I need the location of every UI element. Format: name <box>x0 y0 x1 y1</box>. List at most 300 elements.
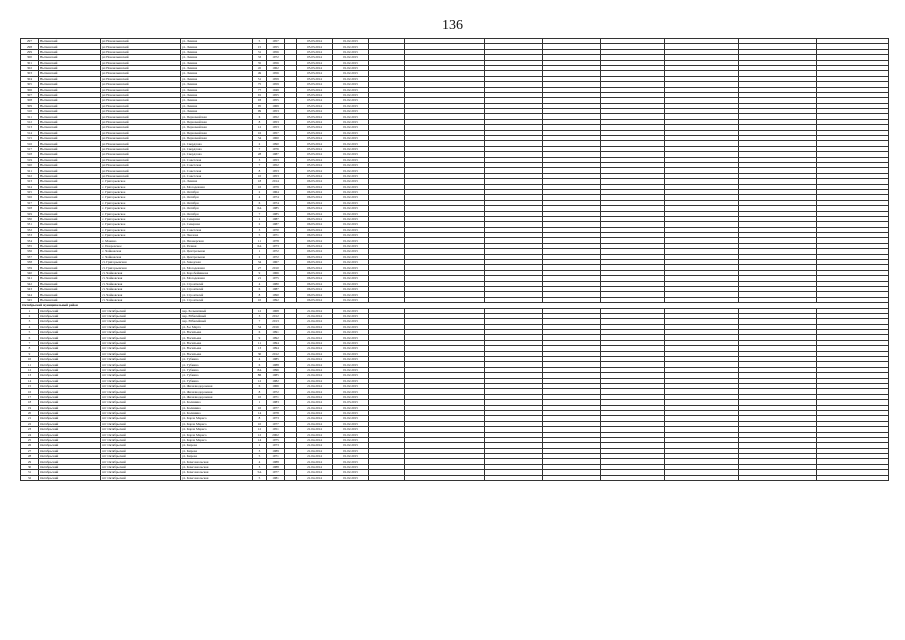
cell-date1: 21.04.2014 <box>297 373 333 378</box>
cell-date1: 21.04.2014 <box>297 362 333 367</box>
cell-c3 <box>543 475 601 480</box>
cell-locality: с. Мокино <box>101 238 181 243</box>
cell-street: ул. Кирова <box>181 454 253 459</box>
cell-locality: пгт Октябрьский <box>101 330 181 335</box>
cell-house: 4 <box>253 357 267 362</box>
cell-date1: 06.03.2014 <box>297 281 333 286</box>
cell-house: 10 <box>253 421 267 426</box>
cell-locality: с. Чайковская <box>101 254 181 259</box>
cell-date2: 01.02.2015 <box>333 65 369 70</box>
cell-district: Нытвенский <box>39 82 101 87</box>
cell-year: 1955 <box>267 98 285 103</box>
cell-district: Октябрьский <box>39 448 101 453</box>
cell-year: 1973 <box>267 416 285 421</box>
cell-street: ул. Губкина <box>181 367 253 372</box>
cell-street: пер. Юбилейный <box>181 313 253 318</box>
cell-house: 54 <box>253 136 267 141</box>
cell-date2: 01.02.2015 <box>333 200 369 205</box>
cell-year: 2014 <box>267 179 285 184</box>
cell-date2: 01.02.2015 <box>333 254 369 259</box>
cell-date2: 01.02.2015 <box>333 357 369 362</box>
cell-district: Нытвенский <box>39 103 101 108</box>
cell-locality: ст. Чайковская <box>101 297 181 302</box>
cell-district: Октябрьский <box>39 308 101 313</box>
cell-street: ул. Кирова <box>181 443 253 448</box>
cell-street: ул. Карла Маркса <box>181 432 253 437</box>
cell-house: 8 <box>253 292 267 297</box>
cell-year: 1955 <box>267 92 285 97</box>
cell-street: ул. Калинина <box>181 410 253 415</box>
cell-year: 1953 <box>267 109 285 114</box>
cell-district: Нытвенский <box>39 71 101 76</box>
cell-date1: 21.04.2014 <box>297 351 333 356</box>
table-row <box>21 475 889 480</box>
cell-house: 5 <box>253 233 267 238</box>
cell-date2: 01.02.2015 <box>333 340 369 345</box>
cell-locality: рп Новоильинский <box>101 82 181 87</box>
cell-street: ул. Северная <box>181 222 253 227</box>
cell-house: 7 <box>253 146 267 151</box>
cell-date2: 01.02.2015 <box>333 286 369 291</box>
cell-district: Нытвенский <box>39 55 101 60</box>
cell-date1: 05.03.2014 <box>297 119 333 124</box>
cell-num: 25 <box>21 437 39 442</box>
cell-locality: рп Новоильинский <box>101 39 181 44</box>
cell-district: Нытвенский <box>39 260 101 265</box>
cell-num: 333 <box>21 233 39 238</box>
cell-street: ул. Ленина <box>181 92 253 97</box>
cell-num: 328 <box>21 206 39 211</box>
cell-locality: ст. Григорьевская <box>101 265 181 270</box>
cell-date1: 05.03.2014 <box>297 114 333 119</box>
cell-locality: рп Новоильинский <box>101 76 181 81</box>
cell-street: ул. Карла Маркса <box>181 421 253 426</box>
cell-date2: 01.02.2015 <box>333 60 369 65</box>
cell-num: 17 <box>21 394 39 399</box>
cell-street: ул. Октября <box>181 206 253 211</box>
cell-street: ул. Свердлова <box>181 141 253 146</box>
cell-locality: пгт Октябрьский <box>101 319 181 324</box>
cell-locality: рп Новоильинский <box>101 136 181 141</box>
cell-date2: 01.02.2015 <box>333 281 369 286</box>
cell-locality: пгт Октябрьский <box>101 373 181 378</box>
cell-date1: 05.03.2014 <box>297 65 333 70</box>
cell-num: 314 <box>21 130 39 135</box>
cell-num: 29 <box>21 459 39 464</box>
cell-street: ул. Октября <box>181 189 253 194</box>
cell-house: 14 <box>253 437 267 442</box>
cell-num: 315 <box>21 136 39 141</box>
cell-locality: с. Григорьевское <box>101 233 181 238</box>
cell-date1: 06.03.2014 <box>297 254 333 259</box>
cell-date1: 05.03.2014 <box>297 82 333 87</box>
cell-num: 301 <box>21 60 39 65</box>
cell-year: 2013 <box>267 319 285 324</box>
cell-year: 1956 <box>267 60 285 65</box>
cell-locality: рп Новоильинский <box>101 157 181 162</box>
cell-street: ул. Свердлова <box>181 146 253 151</box>
cell-street: ул. Васильева <box>181 340 253 345</box>
cell-house: 6 <box>253 330 267 335</box>
cell-date1: 05.03.2014 <box>297 103 333 108</box>
cell-house: 2 <box>253 141 267 146</box>
cell-house: 14 <box>253 410 267 415</box>
cell-date2: 01.02.2015 <box>333 378 369 383</box>
cell-house: 1 <box>253 400 267 405</box>
cell-date2: 01.02.2015 <box>333 189 369 194</box>
cell-district: Октябрьский <box>39 432 101 437</box>
cell-house: 49 <box>253 71 267 76</box>
cell-locality: рп Новоильинский <box>101 162 181 167</box>
cell-num: 5 <box>21 330 39 335</box>
cell-num: 317 <box>21 146 39 151</box>
cell-year: 1962 <box>267 65 285 70</box>
cell-street: ул. Коробейникова <box>181 270 253 275</box>
cell-num: 11 <box>21 362 39 367</box>
cell-date1: 21.04.2014 <box>297 437 333 442</box>
cell-date1: 06.03.2014 <box>297 265 333 270</box>
cell-district: Октябрьский <box>39 357 101 362</box>
cell-num: 4 <box>21 324 39 329</box>
cell-house: 10 <box>253 173 267 178</box>
cell-date1: 06.03.2014 <box>297 216 333 221</box>
cell-district: Нытвенский <box>39 265 101 270</box>
cell-date2: 01.02.2015 <box>333 405 369 410</box>
cell-num: 31 <box>21 470 39 475</box>
cell-num: 26 <box>21 443 39 448</box>
cell-street: ул. Железнодорожная <box>181 394 253 399</box>
cell-date1: 06.03.2014 <box>297 292 333 297</box>
cell-house: 6А <box>253 243 267 248</box>
cell-year: 1988 <box>267 362 285 367</box>
cell-date1: 21.04.2014 <box>297 443 333 448</box>
cell-date1: 05.03.2014 <box>297 49 333 54</box>
cell-num: 302 <box>21 65 39 70</box>
cell-year: 1994 <box>267 346 285 351</box>
cell-date2: 01.02.2015 <box>333 49 369 54</box>
cell-house: 6 <box>253 114 267 119</box>
cell-district: Нытвенский <box>39 254 101 259</box>
cell-year: 1987 <box>267 216 285 221</box>
cell-date1: 21.04.2014 <box>297 405 333 410</box>
cell-street: ул. Октября <box>181 195 253 200</box>
cell-year: 1952 <box>267 162 285 167</box>
cell-date1: 06.03.2014 <box>297 227 333 232</box>
cell-date2: 01.02.2015 <box>333 362 369 367</box>
cell-date2: 01.02.2015 <box>333 179 369 184</box>
cell-house: 10 <box>253 297 267 302</box>
cell-date1: 21.04.2014 <box>297 367 333 372</box>
cell-district: Нытвенский <box>39 233 101 238</box>
cell-street: пер. Юбилейный <box>181 319 253 324</box>
cell-date2: 01.02.2015 <box>333 136 369 141</box>
cell-date1: 06.03.2014 <box>297 211 333 216</box>
cell-house: 27 <box>253 265 267 270</box>
cell-year: 1964 <box>267 189 285 194</box>
cell-house: 99 <box>253 109 267 114</box>
cell-house: 7 <box>253 211 267 216</box>
cell-street: ул. Ленина <box>181 65 253 70</box>
cell-num: 12 <box>21 367 39 372</box>
cell-date2: 01.02.2015 <box>333 384 369 389</box>
cell-locality: с. Григорьевское <box>101 206 181 211</box>
cell-locality: пгт Октябрьский <box>101 437 181 442</box>
cell-district: Октябрьский <box>39 475 101 480</box>
cell-num: 30 <box>21 464 39 469</box>
cell-date2: 01.02.2015 <box>333 292 369 297</box>
cell-district: Нытвенский <box>39 200 101 205</box>
cell-district: Нытвенский <box>39 227 101 232</box>
cell-street: ул. Ленина <box>181 39 253 44</box>
cell-date1: 21.04.2014 <box>297 330 333 335</box>
cell-street: ул. Калинина <box>181 405 253 410</box>
cell-district: Нытвенский <box>39 125 101 130</box>
cell-district: Нытвенский <box>39 286 101 291</box>
cell-num: 303 <box>21 71 39 76</box>
cell-date1: 05.03.2014 <box>297 87 333 92</box>
cell-locality: рп Новоильинский <box>101 168 181 173</box>
cell-street: пер. Больничный <box>181 308 253 313</box>
cell-date3 <box>369 475 405 480</box>
cell-num: 9 <box>21 351 39 356</box>
housing-register-table <box>20 38 889 481</box>
cell-date2: 01.03.2015 <box>333 400 369 405</box>
cell-street: ул. Карла Маркса <box>181 416 253 421</box>
cell-district: Нытвенский <box>39 292 101 297</box>
cell-date2: 01.02.2015 <box>333 389 369 394</box>
cell-street: ул. Ленина <box>181 82 253 87</box>
cell-locality: пгт Октябрьский <box>101 367 181 372</box>
cell-date2: 01.02.2015 <box>333 39 369 44</box>
cell-year: 1985 <box>267 211 285 216</box>
cell-street: ул. Железнодорожная <box>181 389 253 394</box>
cell-num: 7 <box>21 340 39 345</box>
cell-num: 309 <box>21 103 39 108</box>
cell-house: 21 <box>253 276 267 281</box>
cell-date1: 21.04.2014 <box>297 427 333 432</box>
cell-district: Октябрьский <box>39 437 101 442</box>
cell-district: Нытвенский <box>39 216 101 221</box>
cell-year: 1955 <box>267 44 285 49</box>
cell-date1: 06.03.2014 <box>297 260 333 265</box>
cell-date2: 01.02.2015 <box>333 394 369 399</box>
cell-street: ул. Ленина <box>181 55 253 60</box>
cell-date1: 05.03.2014 <box>297 136 333 141</box>
cell-locality: пгт Октябрьский <box>101 384 181 389</box>
cell-date2: 01.02.2015 <box>333 168 369 173</box>
cell-year: 1981 <box>267 475 285 480</box>
cell-date2: 01.02.2015 <box>333 238 369 243</box>
cell-date2: 01.02.2015 <box>333 373 369 378</box>
cell-date2: 01.02.2015 <box>333 82 369 87</box>
cell-locality: пгт Октябрьский <box>101 324 181 329</box>
cell-house: 11 <box>253 340 267 345</box>
cell-num: 304 <box>21 76 39 81</box>
cell-house: 8 <box>253 168 267 173</box>
cell-year: 1992 <box>267 297 285 302</box>
cell-date1: 06.03.2014 <box>297 286 333 291</box>
cell-house: 33 <box>253 55 267 60</box>
cell-district: Нытвенский <box>39 211 101 216</box>
cell-locality: пгт Октябрьский <box>101 308 181 313</box>
cell-year: 1980 <box>267 281 285 286</box>
cell-date1: 06.03.2014 <box>297 184 333 189</box>
cell-date2: 01.02.2015 <box>333 416 369 421</box>
cell-house: 5 <box>253 475 267 480</box>
cell-street: ул. Советская <box>181 157 253 162</box>
cell-year: 1975 <box>267 276 285 281</box>
cell-district: Нытвенский <box>39 114 101 119</box>
cell-date1: 21.04.2014 <box>297 335 333 340</box>
cell-date1: 05.03.2014 <box>297 109 333 114</box>
cell-num: 6 <box>21 335 39 340</box>
cell-date1: 21.04.2014 <box>297 475 333 480</box>
cell-district: Октябрьский <box>39 443 101 448</box>
cell-year: 1994 <box>267 340 285 345</box>
cell-num: 345 <box>21 297 39 302</box>
cell-district: Октябрьский <box>39 410 101 415</box>
cell-house: 7 <box>253 319 267 324</box>
cell-street: ул. Чкалова <box>181 233 253 238</box>
cell-house: 10 <box>253 405 267 410</box>
cell-year: 1990 <box>267 292 285 297</box>
cell-street: ул. Ленина <box>181 71 253 76</box>
cell-locality: с. Григорьевское <box>101 189 181 194</box>
cell-locality: пгт Октябрьский <box>101 346 181 351</box>
cell-date1: 06.03.2014 <box>297 297 333 302</box>
cell-year: 1977 <box>267 470 285 475</box>
cell-locality: пгт Октябрьский <box>101 470 181 475</box>
cell-date2: 01.02.2015 <box>333 125 369 130</box>
cell-date1: 05.03.2014 <box>297 130 333 135</box>
cell-district: Нытвенский <box>39 119 101 124</box>
cell-num: 330 <box>21 216 39 221</box>
cell-num: 341 <box>21 276 39 281</box>
cell-house: 93 <box>253 98 267 103</box>
cell-locality: с. Покровское <box>101 243 181 248</box>
cell-date2: 01.02.2015 <box>333 367 369 372</box>
cell-house: 1 <box>253 216 267 221</box>
cell-district: Нытвенский <box>39 136 101 141</box>
cell-house: 12 <box>253 125 267 130</box>
cell-locality: рп Новоильинский <box>101 103 181 108</box>
cell-street: ул. Ленина <box>181 179 253 184</box>
cell-locality: ст. Чайковская <box>101 286 181 291</box>
cell-date1: 21.04.2014 <box>297 470 333 475</box>
cell-street: ул. 8-е Марта <box>181 324 253 329</box>
cell-street: ул. Строителей <box>181 292 253 297</box>
cell-year: 1957 <box>267 39 285 44</box>
cell-date1: 05.03.2014 <box>297 162 333 167</box>
cell-year: 1987 <box>267 222 285 227</box>
cell-district: Октябрьский <box>39 313 101 318</box>
cell-district: Нытвенский <box>39 179 101 184</box>
cell-num: 319 <box>21 157 39 162</box>
cell-num: 343 <box>21 286 39 291</box>
cell-date1: 06.03.2014 <box>297 238 333 243</box>
cell-district: Нытвенский <box>39 130 101 135</box>
cell-house: 9 <box>253 270 267 275</box>
cell-date2: 01.02.2015 <box>333 437 369 442</box>
cell-locality: пгт Октябрьский <box>101 362 181 367</box>
cell-date1: 21.04.2014 <box>297 357 333 362</box>
cell-year: 1973 <box>267 443 285 448</box>
cell-house: 35 <box>253 60 267 65</box>
cell-date2: 01.02.2015 <box>333 324 369 329</box>
cell-year: 1953 <box>267 119 285 124</box>
cell-district: Октябрьский <box>39 416 101 421</box>
cell-year: 1952 <box>267 114 285 119</box>
cell-district: Октябрьский <box>39 394 101 399</box>
cell-house: 3 <box>253 448 267 453</box>
cell-district: Октябрьский <box>39 362 101 367</box>
cell-district: Октябрьский <box>39 464 101 469</box>
cell-district: Октябрьский <box>39 389 101 394</box>
cell-year: 1978 <box>267 410 285 415</box>
cell-floors <box>285 475 297 480</box>
cell-year: 1973 <box>267 243 285 248</box>
cell-year: 1985 <box>267 357 285 362</box>
cell-house: 6 <box>253 286 267 291</box>
cell-street: ул. Кирова <box>181 448 253 453</box>
cell-date2: 01.02.2015 <box>333 141 369 146</box>
cell-num: 322 <box>21 173 39 178</box>
cell-locality: с. Григорьевское <box>101 200 181 205</box>
cell-num: 306 <box>21 87 39 92</box>
cell-locality: ст. Чайковская <box>101 270 181 275</box>
section-b-rows <box>21 308 889 481</box>
cell-house: 1 <box>253 249 267 254</box>
cell-num: 323 <box>21 179 39 184</box>
cell-house: 31 <box>253 49 267 54</box>
cell-locality: рп Новоильинский <box>101 98 181 103</box>
cell-street: ул. Ленина <box>181 49 253 54</box>
cell-house: 15 <box>253 44 267 49</box>
cell-date1: 21.04.2014 <box>297 384 333 389</box>
cell-locality: ст. Чайковская <box>101 281 181 286</box>
cell-district: Нытвенский <box>39 146 101 151</box>
cell-date1: 21.04.2014 <box>297 324 333 329</box>
cell-date2: 01.02.2015 <box>333 130 369 135</box>
cell-num: 16 <box>21 389 39 394</box>
cell-locality: пгт Октябрьский <box>101 443 181 448</box>
cell-date2: 01.02.2015 <box>333 222 369 227</box>
cell-locality: пгт Октябрьский <box>101 454 181 459</box>
cell-date2: 01.02.2015 <box>333 87 369 92</box>
cell-num: 300 <box>21 55 39 60</box>
cell-house: 16 <box>253 130 267 135</box>
cell-num: 312 <box>21 119 39 124</box>
cell-year: 1992 <box>267 335 285 340</box>
cell-num: 13 <box>21 373 39 378</box>
cell-house: 4 <box>253 281 267 286</box>
cell-num: 298 <box>21 44 39 49</box>
cell-locality: пгт Октябрьский <box>101 459 181 464</box>
cell-date1: 21.04.2014 <box>297 340 333 345</box>
cell-district: Нытвенский <box>39 281 101 286</box>
cell-district: Нытвенский <box>39 87 101 92</box>
cell-date2: 01.02.2015 <box>333 44 369 49</box>
cell-year: 1971 <box>267 394 285 399</box>
cell-locality: рп Новоильинский <box>101 60 181 65</box>
cell-date1: 06.03.2014 <box>297 276 333 281</box>
cell-year: 1985 <box>267 373 285 378</box>
cell-num: 331 <box>21 222 39 227</box>
cell-year: 1976 <box>267 146 285 151</box>
cell-district: Нытвенский <box>39 184 101 189</box>
cell-year: 1951 <box>267 427 285 432</box>
cell-num: 19 <box>21 405 39 410</box>
